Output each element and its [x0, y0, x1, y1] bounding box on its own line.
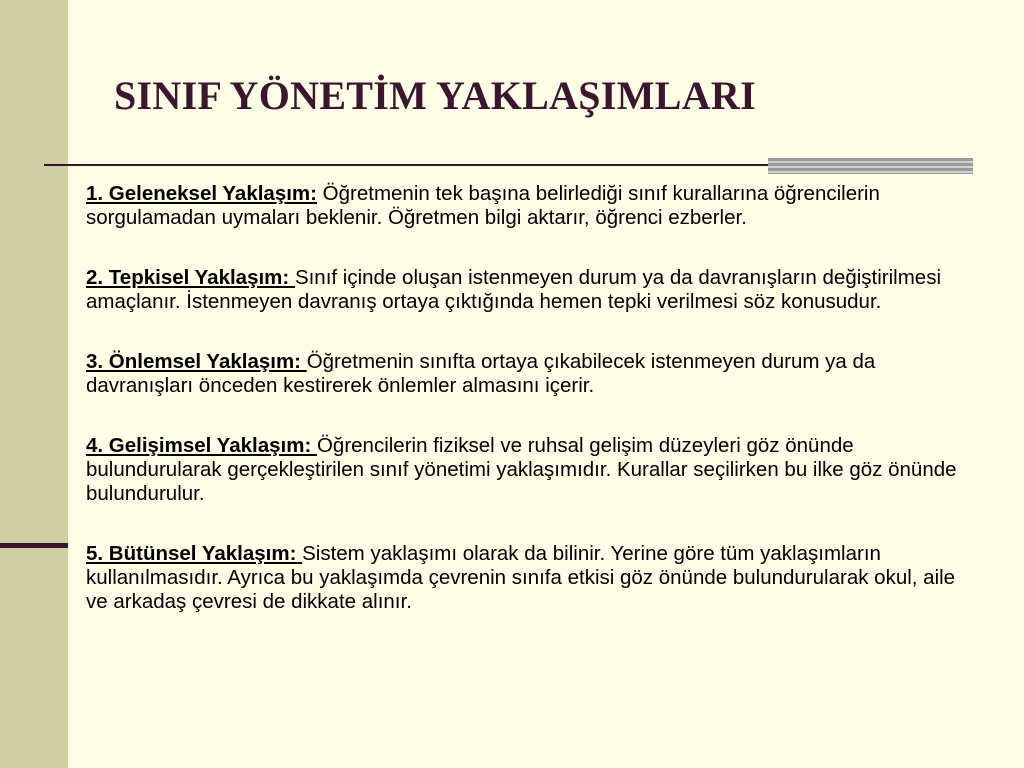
approach-heading: 2. Tepkisel Yaklaşım: [86, 266, 295, 289]
approach-item-4 [86, 434, 976, 506]
approach-description: Sistem yaklaşımı olarak da bilinir. Yerine göre tüm yaklaşımların kullanılmasıdır. Ayrıca bu yaklaşımda çevrenin sınıfa etkisi göz önünde bulundurularak okul, aile ve arkadaş çevresi de dikkate alınır. [86, 542, 956, 613]
sidebar-accent-line [0, 543, 68, 548]
approach-item-5 [86, 542, 976, 614]
approach-item-1 [86, 182, 976, 230]
approach-description: Öğretmenin tek başına belirlediği sınıf kurallarına öğrencilerin sorgulamadan uymaları beklenir. Öğretmen bilgi aktarır, öğrenci ezberler. [86, 182, 880, 229]
approach-description: Öğrencilerin fiziksel ve ruhsal gelişim düzeyleri göz önünde bulundurularak gerçekleştirilen sınıf yönetimi yaklaşımıdır. Kurallar seçilirken bu ilke göz önünde bulundurulur. [86, 434, 957, 505]
decorative-grey-bar [768, 158, 973, 174]
approach-heading: 3. Önlemsel Yaklaşım: [86, 350, 307, 373]
approach-heading: 1. Geleneksel Yaklaşım: [86, 182, 317, 205]
title-divider [44, 164, 774, 166]
approach-description: Öğretmenin sınıfta ortaya çıkabilecek istenmeyen durum ya da davranışları önceden kestirerek önlemler almasını içerir. [86, 350, 876, 397]
left-sidebar-band [0, 0, 68, 768]
approach-description: Sınıf içinde oluşan istenmeyen durum ya da davranışların değiştirilmesi amaçlanır. İstenmeyen davranış ortaya çıktığında hemen tepki verilmesi söz konusudur. [86, 266, 942, 313]
slide-title: SINIF YÖNETİM YAKLAŞIMLARI [114, 73, 756, 118]
approach-heading: 5. Bütünsel Yaklaşım: [86, 542, 303, 565]
approach-item-3 [86, 350, 976, 398]
approach-item-2 [86, 266, 976, 314]
approach-heading: 4. Gelişimsel Yaklaşım: [86, 434, 317, 457]
slide-body [86, 182, 976, 650]
